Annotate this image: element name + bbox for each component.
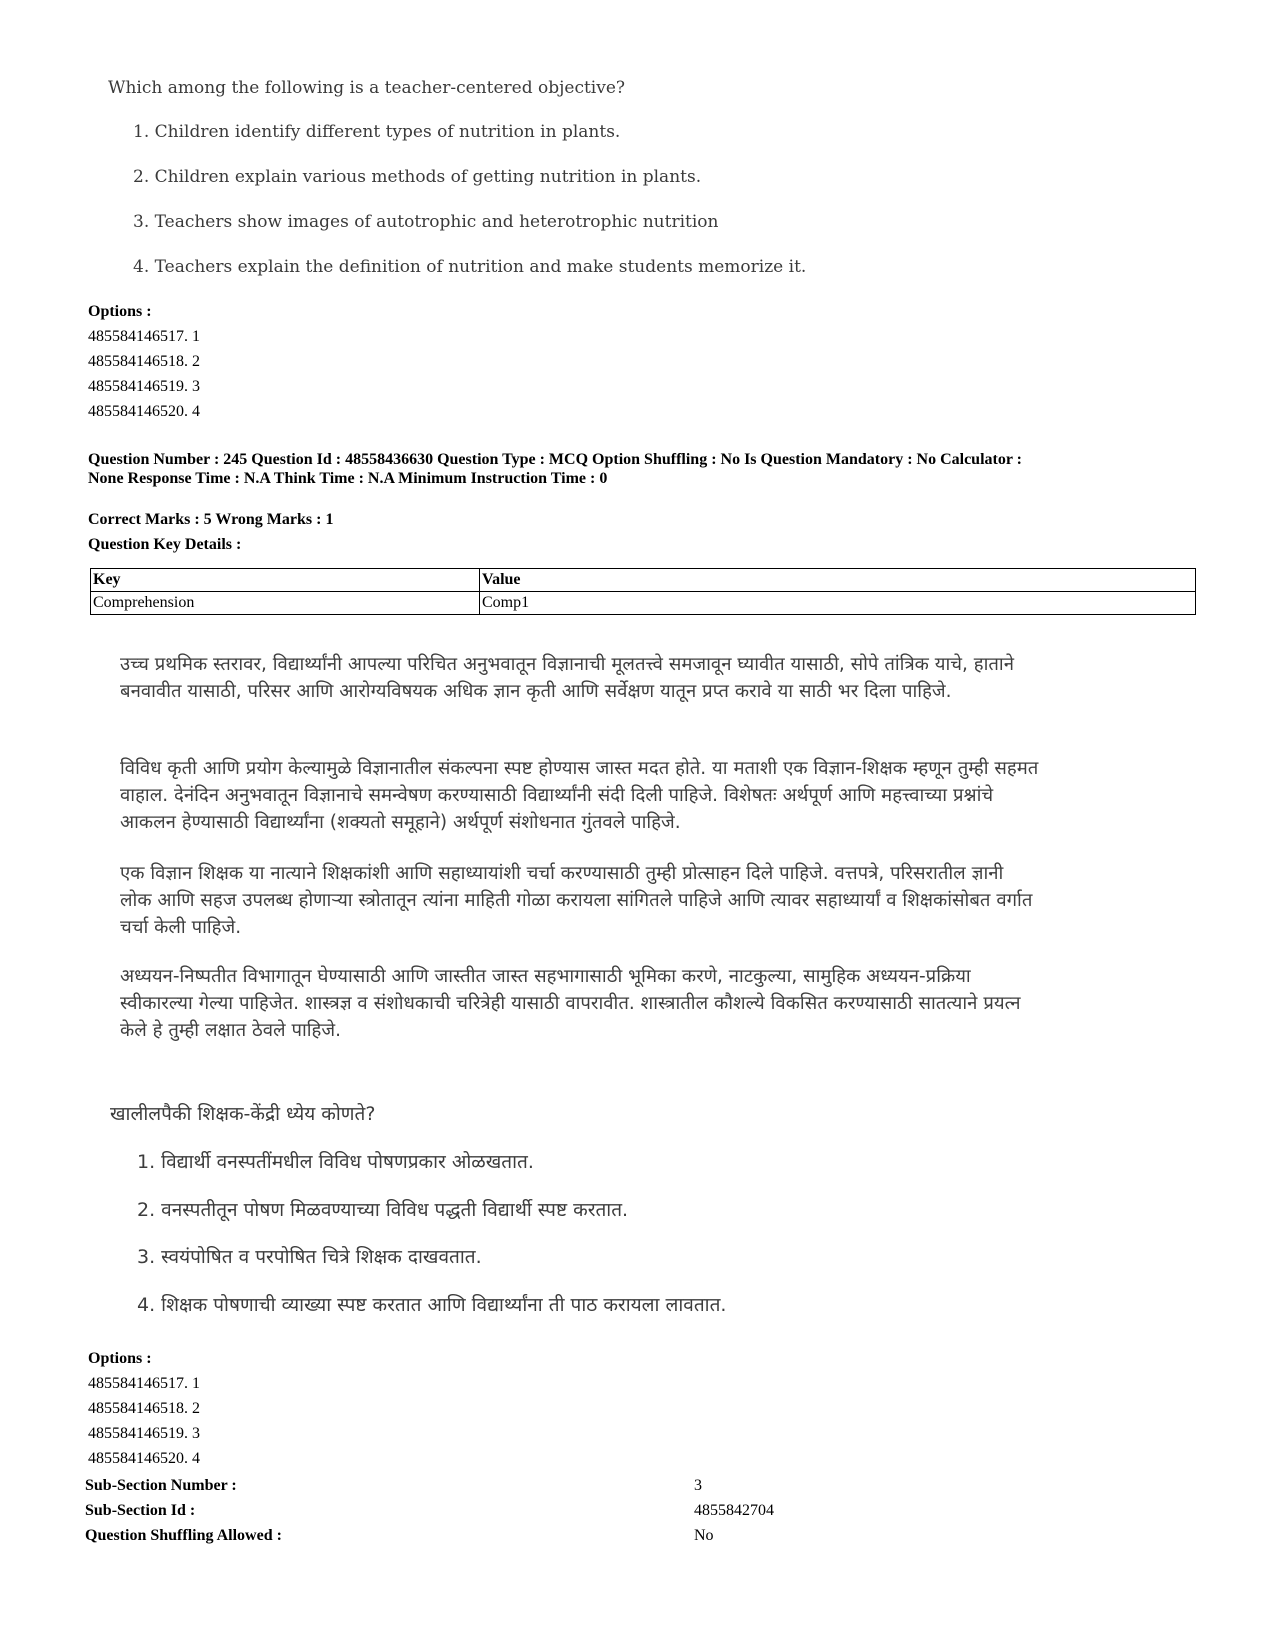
question-shuffling-label: Question Shuffling Allowed : — [85, 1527, 282, 1544]
table-header-key: Key — [91, 569, 480, 592]
option-item: 485584146518. 2 — [88, 1400, 200, 1417]
table-row — [91, 592, 1196, 615]
subsection-id-label: Sub-Section Id : — [85, 1502, 196, 1519]
question-item-mr-3: 3. स्वयंपोषित व परपोषित चित्रे शिक्षक दाखवतात. — [137, 1246, 482, 1268]
marks-line: Correct Marks : 5 Wrong Marks : 1 — [88, 511, 334, 528]
question-stem-en: Which among the following is a teacher-centered objective? — [108, 78, 626, 98]
question-item-mr-2: 2. वनस्पतीतून पोषण मिळवण्याच्या विविध पद्धती विद्यार्थी स्पष्ट करतात. — [137, 1199, 629, 1221]
options-label: Options : — [88, 1350, 152, 1367]
question-item-en-4: 4. Teachers explain the definition of nutrition and make students memorize it. — [133, 257, 807, 277]
table-cell-value: Comp1 — [480, 592, 1196, 615]
subsection-id-value: 4855842704 — [694, 1502, 774, 1519]
options-block-2 — [88, 1346, 200, 1471]
question-meta — [88, 450, 1218, 488]
key-details-label: Question Key Details : — [88, 536, 242, 553]
option-item: 485584146517. 1 — [88, 1375, 200, 1392]
option-item: 485584146520. 4 — [88, 403, 200, 420]
question-item-mr-1: 1. विद्यार्थी वनस्पतींमधील विविध पोषणप्रकार ओळखतात. — [137, 1151, 534, 1173]
question-item-en-1: 1. Children identify different types of nutrition in plants. — [133, 122, 621, 142]
question-item-en-2: 2. Children explain various methods of getting nutrition in plants. — [133, 167, 702, 187]
question-meta-line1: Question Number : 245 Question Id : 48558436630 Question Type : MCQ Option Shuffling : No Is Question Mandatory : No Calculator : — [88, 451, 1022, 468]
option-item: 485584146519. 3 — [88, 1425, 200, 1442]
table-cell-key: Comprehension — [91, 592, 480, 615]
key-table — [90, 568, 1196, 615]
question-meta-line2: None Response Time : N.A Think Time : N.A Minimum Instruction Time : 0 — [88, 470, 608, 487]
subsection-number-label: Sub-Section Number : — [85, 1477, 237, 1494]
options-label: Options : — [88, 303, 152, 320]
table-header-row — [91, 569, 1196, 592]
passage-paragraph-3: एक विज्ञान शिक्षक या नात्याने शिक्षकांशी आणि सहाध्यायांशी चर्चा करण्यासाठी तुम्ही प्रोत्साहन दिले पाहिजे. वत्तपत्रे, परिसरातील ज्ञानी लोक आणि सहज उपलब्ध होणाऱ्या स्त्रोतातून त्यांना माहिती गोळा करायला सांगितले पाहिजे आणि त्यावर सहाध्यार्यां व शिक्षकांसोबत वर्गात चर्चा केली पाहिजे. — [120, 863, 1033, 938]
question-stem-mr: खालीलपैकी शिक्षक-केंद्री ध्येय कोणते? — [110, 1103, 376, 1125]
option-item: 485584146518. 2 — [88, 353, 200, 370]
option-item: 485584146520. 4 — [88, 1450, 200, 1467]
question-item-en-3: 3. Teachers show images of autotrophic and heterotrophic nutrition — [133, 212, 719, 232]
question-shuffling-value: No — [694, 1527, 714, 1544]
table-header-value: Value — [480, 569, 1196, 592]
options-block-1 — [88, 299, 200, 424]
subsection-number-value: 3 — [694, 1477, 702, 1494]
option-item: 485584146517. 1 — [88, 328, 200, 345]
question-item-mr-4: 4. शिक्षक पोषणाची व्याख्या स्पष्ट करतात आणि विद्यार्थ्यांना ती पाठ करायला लावतात. — [137, 1294, 727, 1316]
passage-paragraph-2: विविध कृती आणि प्रयोग केल्यामुळे विज्ञानातील संकल्पना स्पष्ट होण्यास जास्त मदत होते. या मताशी एक विज्ञान-शिक्षक म्हणून तुम्ही सहमत वाहाल. देनंदिन अनुभवातून विज्ञानाचे समन्वेषण करण्यासाठी विद्यार्थ्यांनी संदी दिली पाहिजे. विशेषतः अर्थपूर्ण आणि महत्त्वाच्या प्रश्नांचे आकलन हेण्यासाठी विद्यार्थ्यांना (शक्यतो समूहाने) अर्थपूर्ण संशोधनात गुंतवले पाहिजे. — [120, 758, 1039, 833]
option-item: 485584146519. 3 — [88, 378, 200, 395]
passage-paragraph-4: अध्ययन-निष्पतीत विभागातून घेण्यासाठी आणि जास्तीत जास्त सहभागासाठी भूमिका करणे, नाटकुल्या, सामुहिक अध्ययन-प्रक्रिया स्वीकारल्या गेल्या पाहिजेत. शास्त्रज्ञ व संशोधकाची चरित्रेही यासाठी वापरावीत. शास्त्रातील कौशल्ये विकसित करण्यासाठी सातत्याने प्रयत्न केले हे तुम्ही लक्षात ठेवले पाहिजे. — [120, 966, 1021, 1041]
passage-paragraph-1: उच्च प्रथमिक स्तरावर, विद्यार्थ्यांनी आपल्या परिचित अनुभवातून विज्ञानाची मूलतत्त्वे समजावून घ्यावीत यासाठी, सोपे तांत्रिक याचे, हाताने बनवावीत यासाठी, परिसर आणि आरोग्यविषयक अधिक ज्ञान कृती आणि सर्वेक्षण यातून प्रप्त करावे या साठी भर दिला पाहिजे. — [120, 654, 1014, 702]
